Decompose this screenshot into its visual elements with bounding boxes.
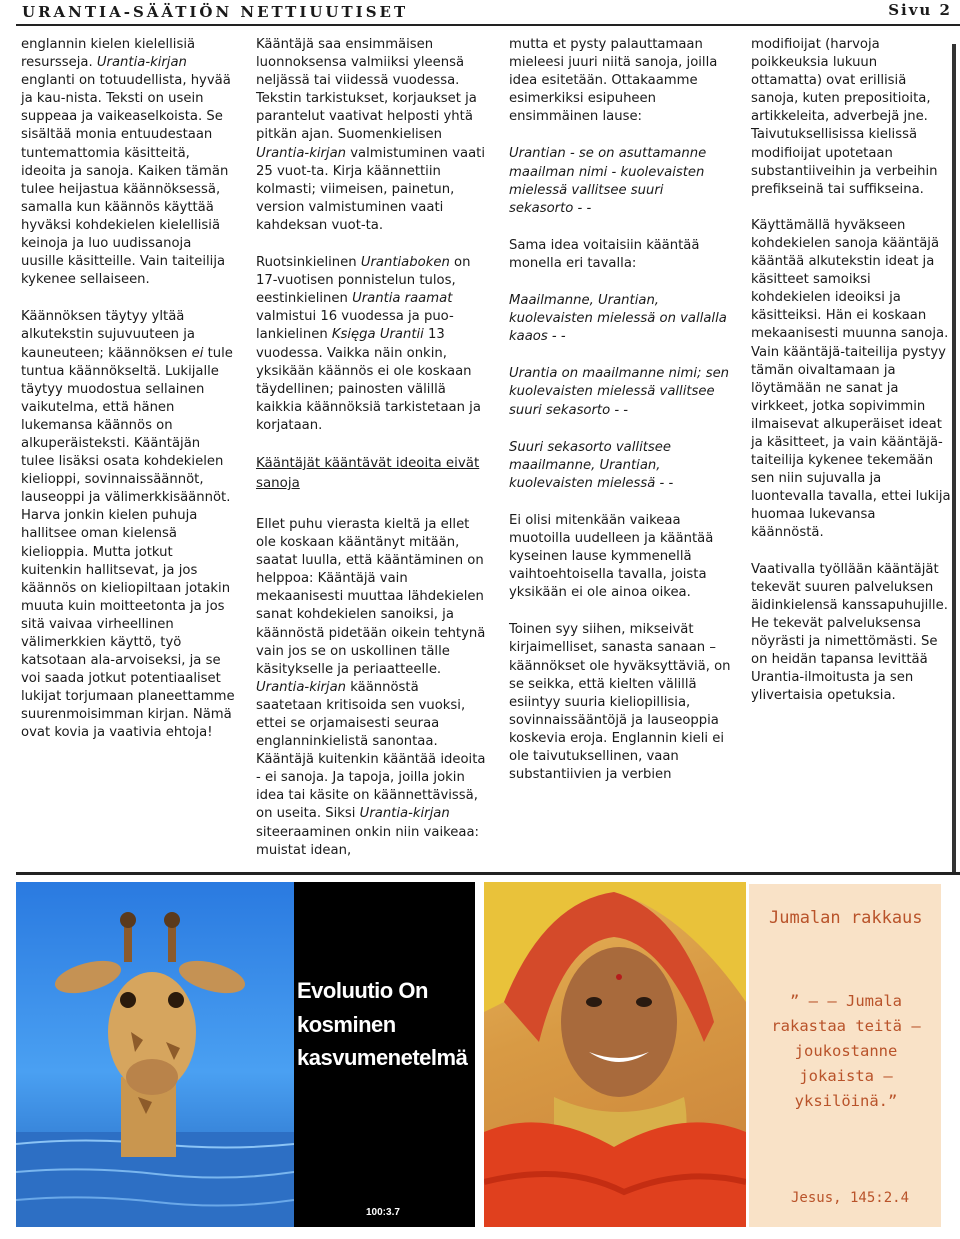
quote-card bbox=[749, 884, 941, 1227]
quote-text: ” – – Jumala rakastaa teitä – joukostanne jokaista – yksilöinä.” bbox=[771, 992, 921, 1110]
paragraph: Toinen syy siihen, mikseivät kirjaimelliset, sanasta sanaan – käännökset ole hyväksyttäviä, on se seikka, että kielten välillä esiintyy suuria kieliopillisia, sovinnaissääntöjä ja lauseoppia koskevia eroja. Englannin kieli ei ole taivutuksellinen, vaan substantiivien ja verbien bbox=[509, 622, 731, 783]
paragraph: modifioijat (harvoja poikkeuksia lukuun ottamatta) ovat erillisiä sanoja, kuten prepositioita, artikkeleita, adverbejä jne. Taivutuksellisissa kielissä modifioijat upotetaan substantiiveihin ja verbeihin prefikseinä tai suffikseina. bbox=[751, 37, 938, 197]
column-3 bbox=[509, 36, 731, 803]
quote-title: Jumalan rakkaus bbox=[769, 908, 923, 928]
paragraph: Ei olisi mitenkään vaikeaa muotoilla uudelleen ja kääntää kyseinen lause kymmenellä vaihtoehtoisella tavalla, joista yksikään ei ole ainoa oikea. bbox=[509, 512, 714, 601]
page-number: Sivu 2 bbox=[888, 1, 952, 19]
section-heading: Kääntäjät kääntävät ideoita eivät sanoja bbox=[256, 455, 480, 491]
paragraph: Vaativalla työllään kääntäjät tekevät suuren palveluksen äidinkielensä kanssapuhujille. He tekevät palveluksensa nöyrästi ja nimettömästi. Se on heidän tapansa levittää Urantia-ilmoitusta ja sen ylivertaisia opetuksia. bbox=[751, 561, 948, 704]
paragraph: mutta et pysty palauttamaan mieleesi juuri niitä sanoja, joilla idea esitetään. Ottakaamme esimerkiksi esipuheen ensimmäinen lause: bbox=[509, 37, 718, 125]
poster-title: Evoluutio On kosminen kasvumenetelmä bbox=[297, 978, 468, 1070]
paragraph: englannin kielen kielellisiä resursseja. Urantia-kirjan englanti on totuudellista, hyvää ja kau-nista. Teksti on usein suppeaa ja vaikeaselkoista. Se sisältää monia entuudestaan tuntemattomia käsitteitä, ideoita ja sanoja. Kaiken tämän tulee heijastua käännöksessä, samalla kun käännös käyttää hyväksi kohdekielen kielellisiä keinoja ja luo uudissanoja uusille käsitteille. Vain taiteilija kykenee sellaiseen. bbox=[21, 37, 231, 288]
giraffe-photo bbox=[16, 882, 294, 1227]
quote-reference: Jesus, 145:2.4 bbox=[791, 1190, 910, 1206]
paragraph: Ellet puhu vierasta kieltä ja ellet ole koskaan kääntänyt mitään, saatat luulla, että kääntäminen on helppoa: Kääntäjä vain mekaanisesti muuttaa lähdekielen sanat kohdekielen sanoiksi, ja käännöstä pidetään oikein tehtynä vain jos se on uskollinen tälle käsitykselle ja periaatteelle. Urantia-kirjan käännöstä saatetaan kritisoida sen vuoksi, ettei se orjamaisesti seuraa englanninkielistä sanontaa. Kääntäjä kuitenkin kääntää ideoita - ei sanoja. Ja tapoja, joilla jokin idea tai käsite on käännettävissä, on useita. Siksi Urantia-kirjan siteeraaminen onkin niin vaikeaa: muistat idean, bbox=[256, 516, 486, 858]
evolution-poster bbox=[294, 882, 475, 1227]
newsletter-title: URANTIA-SÄÄTIÖN NETTIUUTISET bbox=[22, 3, 409, 21]
example-quote: Suuri sekasorto vallitsee maailmanne, Urantian, kuolevaisten mielessä - - bbox=[509, 439, 674, 491]
column-1 bbox=[21, 36, 236, 762]
example-quote: Urantia on maailmanne nimi; sen kuolevaisten mielessä vallitsee suuri sekasorto - - bbox=[509, 366, 730, 418]
column-rule bbox=[952, 44, 956, 874]
column-4 bbox=[751, 36, 951, 723]
woman-photo bbox=[484, 882, 746, 1227]
column-2 bbox=[256, 36, 488, 879]
bottom-rule bbox=[16, 872, 960, 875]
example-quote: Maailmanne, Urantian, kuolevaisten mielessä on vallalla kaaos - - bbox=[509, 293, 727, 345]
example-quote: Urantian - se on asuttamanne maailman nimi - kuolevaisten mielessä vallitsee suuri sekasorto - - bbox=[509, 146, 707, 216]
paragraph: Käännöksen täytyy yltää alkutekstin sujuvuuteen ja kauneuteen; käännöksen ei tule tuntua käännökseltä. Lukijalle täytyy muodostua sellainen vaikutelma, että hänen lukemansa käännös on alkuperäisteksti. Kääntäjän tulee lisäksi osata kohdekielen kielioppi, sovinnaissäännöt, lauseoppi ja välimerkkisäännöt. Harva jonkin kielen puhuja hallitsee oman kielensä kielioppia. Mutta jotkut kuitenkin hallitsevat, ja jos käännös on kieliopiltaan jotakin muuta kuin moitteetonta ja jos sitä vaivaa virheellinen välimerkkien käyttö, työ katsotaan ala-arvoiseksi, ja se voi saada jotkut potentiaaliset lukijat torjumaan planeettamme suurenmoisimman kirjan. Nämä ovat kovia ja vaativia ehtoja! bbox=[21, 309, 235, 741]
paragraph: Käyttämällä hyväkseen kohdekielen sanoja kääntäjä kääntää alkutekstin ideat ja käsitteet samoiksi kohdekielen ideoiksi ja käsitteiksi. Hän ei koskaan mekaanisesti muunna sanoja. Vain kääntäjä-taiteilija pystyy tämän oivaltamaan ja löytämään ne sanat ja virkkeet, jotka sopivimmin ilmaisevat alkuperäiset ideat ja käsitteet, ja vain kääntäjä-taiteilija kykenee tekemään sen niin sujuvalla ja luontevalla tavalla, ettei lukija huomaa lukevansa käännöstä. bbox=[751, 217, 951, 541]
paragraph: Sama idea voitaisiin kääntää monella eri tavalla: bbox=[509, 237, 700, 271]
header-rule bbox=[16, 24, 960, 26]
newsletter-header bbox=[0, 0, 960, 26]
paragraph: Kääntäjä saa ensimmäisen luonnoksensa valmiiksi yleensä neljässä tai viidessä vuodessa. Tekstin tarkistukset, korjaukset ja parantelut vaativat helposti yhtä pitkän ajan. Suomenkielisen Urantia-kirjan valmistuminen vaati 25 vuot-ta. Kirja käännettiin kolmasti; viimeisen, painetun, version valmistuminen vaati kahdeksan vuot-ta. bbox=[256, 37, 485, 233]
paragraph: Ruotsinkielinen Urantiaboken on 17-vuotisen ponnistelun tulos, eestinkielinen Urantia raamat valmistui 16 vuodessa ja puo-lankielinen Księga Urantii 13 vuodessa. Vaikka näin onkin, yksikään käännös ei ole koskaan täydellinen; painosten välillä kaikkia käännöksiä tarkistetaan ja korjataan. bbox=[256, 255, 481, 433]
poster-reference: 100:3.7 bbox=[366, 1207, 400, 1218]
